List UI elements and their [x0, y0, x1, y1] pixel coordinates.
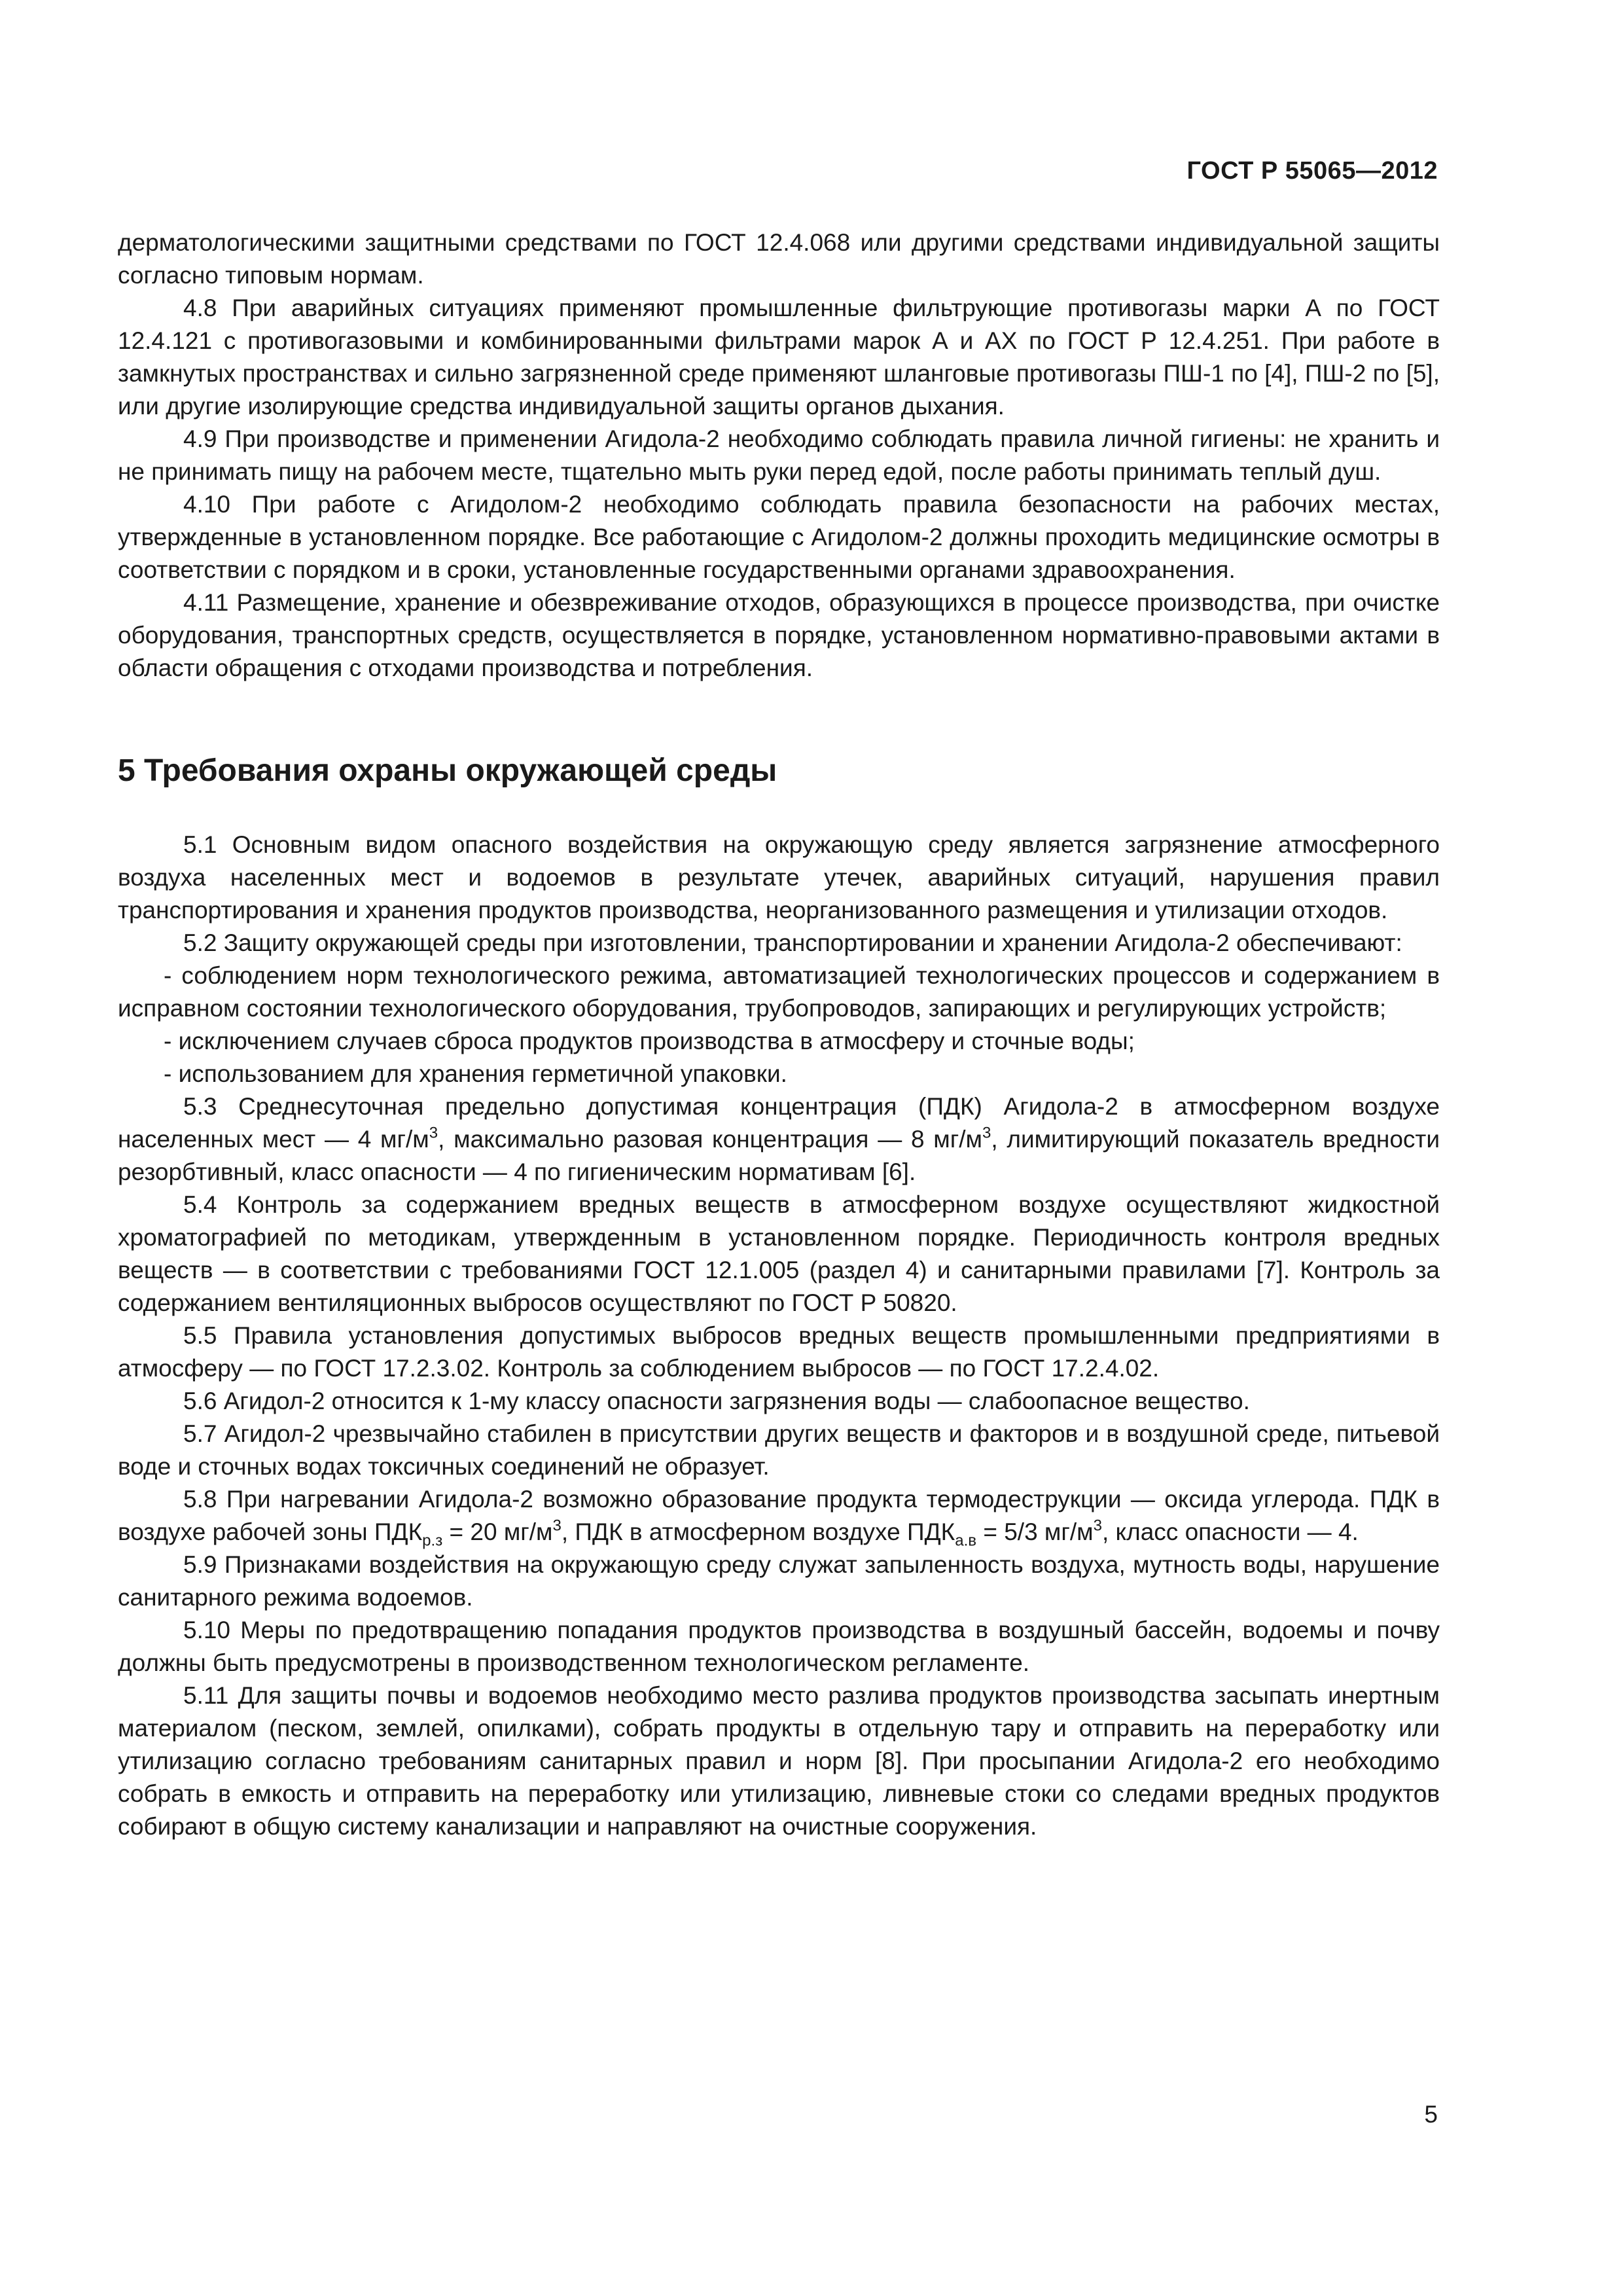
text-run: , класс опасности — 4.: [1101, 1518, 1359, 1545]
superscript: 3: [982, 1124, 991, 1142]
superscript: 3: [1093, 1516, 1102, 1535]
superscript: 3: [552, 1516, 562, 1535]
text-run: = 5/3 мг/м: [976, 1518, 1094, 1545]
paragraph-5-6: 5.6 Агидол-2 относится к 1-му классу опасности загрязнения воды — слабоопасное вещество.: [183, 1388, 1250, 1414]
paragraph-4-10: 4.10 При работе с Агидолом-2 необходимо соблюдать правила безопасности на рабочих местах, утвержденные в установленном порядке. Все работающие с Агидолом-2 должны проходить медицинские осмотры в соответствии с порядком и в сроки, установленные государственными органами здравоохранения.: [118, 491, 1440, 583]
paragraph-4-11: 4.11 Размещение, хранение и обезвреживание отходов, образующихся в процессе производства, при очистке оборудования, транспортных средств, осуществляется в порядке, установленном нормативно-правовыми актами в области обращения с отходами производства и потребления.: [118, 589, 1440, 681]
paragraph-5-8: [118, 1483, 1440, 1549]
paragraph-5-7: 5.7 Агидол-2 чрезвычайно стабилен в присутствии других веществ и факторов и в воздушной среде, питьевой воде и сточных водах токсичных соединений не образует.: [118, 1420, 1440, 1480]
paragraph-4-9: 4.9 При производстве и применении Агидола-2 необходимо соблюдать правила личной гигиены: не хранить и не принимать пищу на рабочем месте, тщательно мыть руки перед едой, после работы принимать теплый душ.: [118, 425, 1440, 485]
list-item-no-discharge: - исключением случаев сброса продуктов производства в атмосферу и сточные воды;: [164, 1028, 1135, 1054]
text-run: 5.3 Среднесуточная предельно допустимая концентрация (ПДК) Агидола-2 в атмосферном воздухе населенных мест — 4 мг/м: [118, 1093, 1440, 1153]
list-item-process-norms: - соблюдением норм технологического режима, автоматизацией технологических процессов и содержанием в исправном состоянии технологического оборудования, трубопроводов, запирающих и регулирующих устройств;: [118, 962, 1440, 1022]
document-id-header: ГОСТ Р 55065—2012: [1186, 157, 1438, 185]
page-number: 5: [1424, 2101, 1438, 2128]
paragraph-5-9: 5.9 Признаками воздействия на окружающую среду служат запыленность воздуха, мутность воды, нарушение санитарного режима водоемов.: [118, 1551, 1440, 1611]
text-run: , лимитирующий показатель вредности резорбтивный, класс опасности — 4 по гигиеническим нормативам [6].: [118, 1126, 1440, 1185]
text-run: , максимально разовая концентрация — 8 мг/м: [438, 1126, 982, 1153]
paragraph-5-4: 5.4 Контроль за содержанием вредных веществ в атмосферном воздухе осуществляют жидкостной хроматографией по методикам, утвержденным в установленном порядке. Периодичность контроля вредных веществ — в соответствии с требованиями ГОСТ 12.1.005 (раздел 4) и санитарными правилами [7]. Контроль за содержанием вентиляционных выбросов осуществляют по ГОСТ Р 50820.: [118, 1191, 1440, 1316]
subscript: а.в: [955, 1532, 977, 1550]
superscript: 3: [429, 1124, 438, 1142]
paragraph-5-5: 5.5 Правила установления допустимых выбросов вредных веществ промышленными предприятиями в атмосферу — по ГОСТ 17.2.3.02. Контроль за соблюдением выбросов — по ГОСТ 17.2.4.02.: [118, 1322, 1440, 1382]
text-run: , ПДК в атмосферном воздухе ПДК: [561, 1518, 955, 1545]
paragraph-5-1: 5.1 Основным видом опасного воздействия на окружающую среду является загрязнение атмосферного воздуха населенных мест и водоемов в результате утечек, аварийных ситуаций, нарушения правил транспортирования и хранения продуктов производства, неорганизованного размещения и утилизации отходов.: [118, 831, 1440, 924]
paragraph-5-10: 5.10 Меры по предотвращению попадания продуктов производства в воздушный бассейн, водоемы и почву должны быть предусмотрены в производственном технологическом регламенте.: [118, 1617, 1440, 1676]
paragraph-5-3: [118, 1090, 1440, 1189]
paragraph-4-8: 4.8 При аварийных ситуациях применяют промышленные фильтрующие противогазы марки А по ГОСТ 12.4.121 с противогазовыми и комбинированными фильтрами марок А и АХ по ГОСТ Р 12.4.251. При работе в замкнутых пространствах и сильно загрязненной среде применяют шланговые противогазы ПШ-1 по [4], ПШ-2 по [5], или другие изолирующие средства индивидуальной защиты органов дыхания.: [118, 295, 1440, 420]
section-5-title: 5 Требования охраны окружающей среды: [118, 753, 777, 788]
list-item-sealed-packaging: - использованием для хранения герметичной упаковки.: [164, 1060, 787, 1087]
text-run: = 20 мг/м: [442, 1518, 553, 1545]
subscript: р.з: [422, 1532, 443, 1550]
paragraph-5-2: 5.2 Защиту окружающей среды при изготовлении, транспортировании и хранении Агидола-2 обеспечивают:: [183, 929, 1402, 956]
document-body: [118, 226, 1440, 1843]
paragraph-5-11: 5.11 Для защиты почвы и водоемов необходимо место разлива продуктов производства засыпать инертным материалом (песком, землей, опилками), собрать продукты в отдельную тару и отправить на переработку или утилизацию согласно требованиям санитарных правил и норм [8]. При просыпании Агидола-2 его необходимо собрать в емкость и отправить на переработку или утилизацию, ливневые стоки со следами вредных продуктов собирают в общую систему канализации и направляют на очистные сооружения.: [118, 1682, 1440, 1840]
text-run: 5.8 При нагревании Агидола-2 возможно образование продукта термодеструкции — оксида углерода. ПДК в воздухе рабочей зоны ПДК: [118, 1486, 1440, 1545]
paragraph-4-7-continuation: дерматологическими защитными средствами по ГОСТ 12.4.068 или другими средствами индивидуальной защиты согласно типовым нормам.: [118, 229, 1440, 289]
